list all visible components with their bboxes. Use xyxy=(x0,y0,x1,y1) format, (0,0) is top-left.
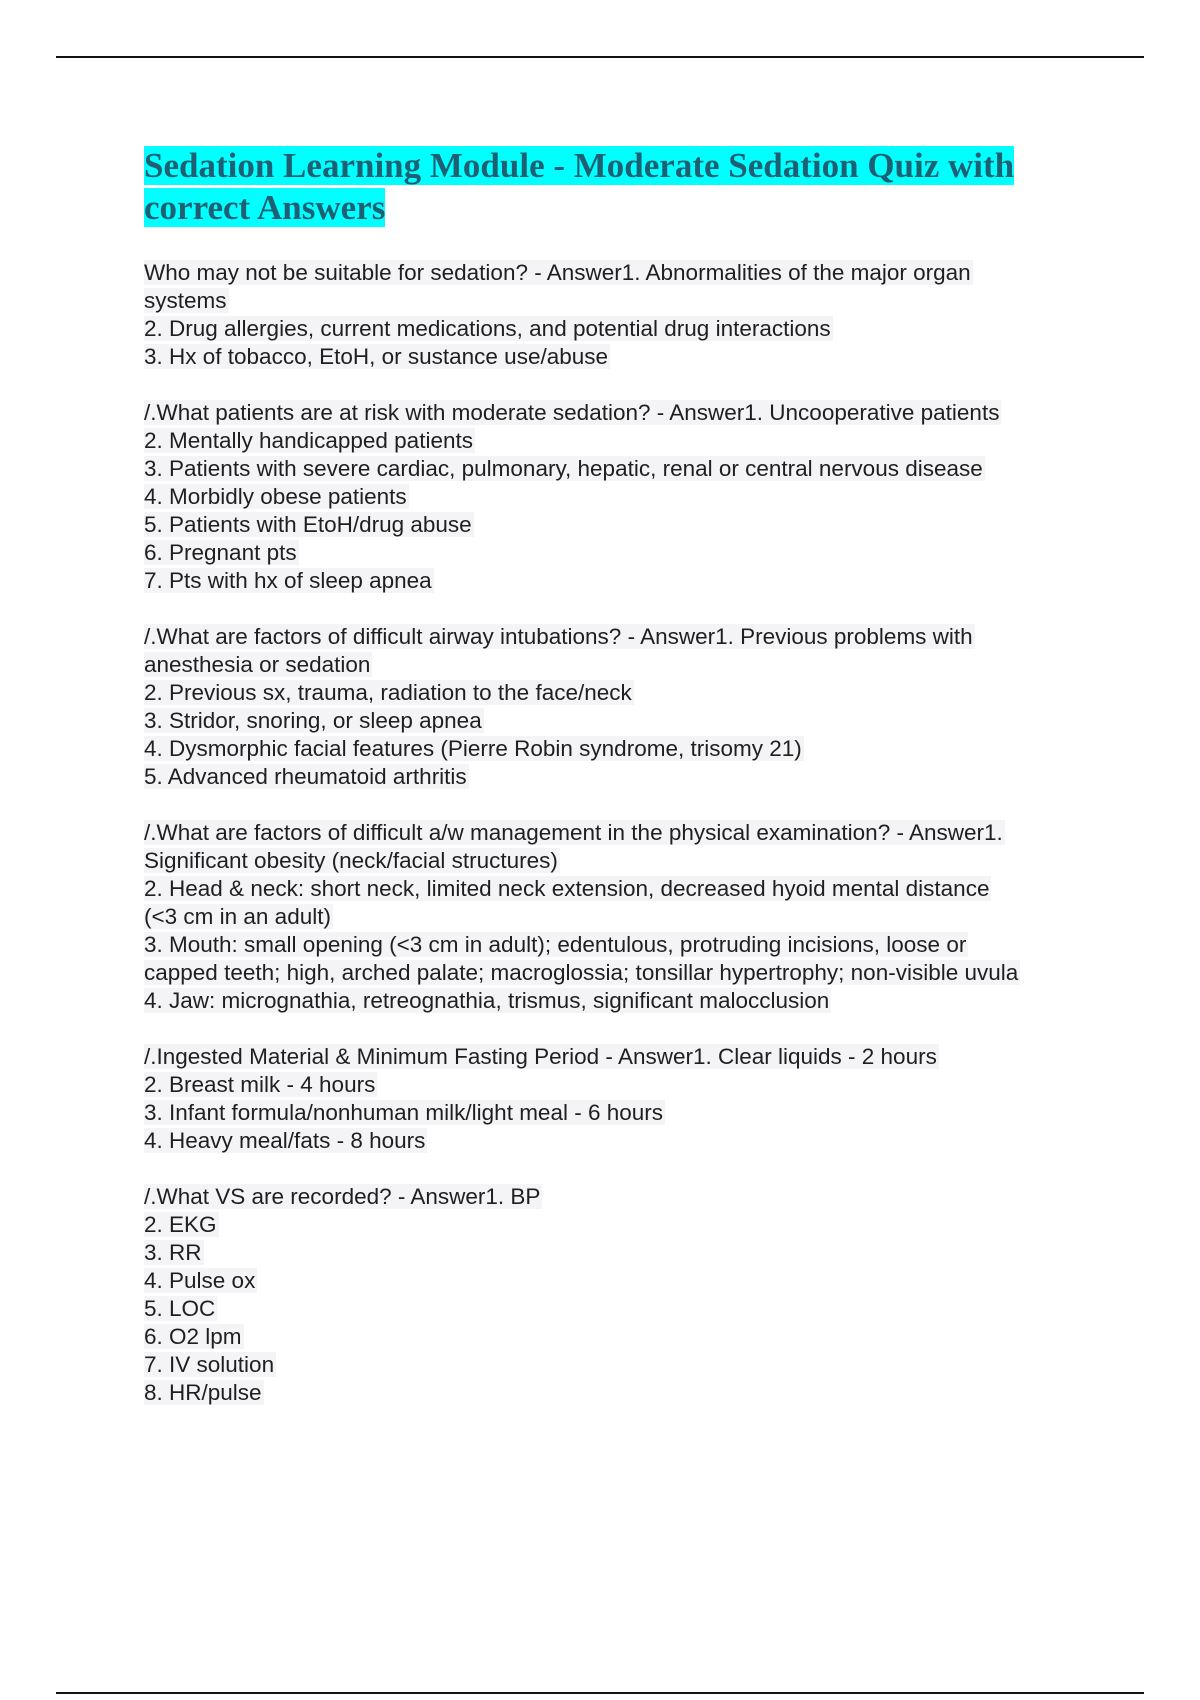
answer-line xyxy=(144,735,1094,763)
qa-block xyxy=(144,819,1094,1015)
line-text: anesthesia or sedation xyxy=(144,652,371,677)
answer-line xyxy=(144,903,1094,931)
line-text: 4. Heavy meal/fats - 8 hours xyxy=(144,1128,426,1153)
answer-line xyxy=(144,959,1094,987)
answer-line xyxy=(144,1295,1094,1323)
line-text: 4. Dysmorphic facial features (Pierre Robin syndrome, trisomy 21) xyxy=(144,736,802,761)
answer-line xyxy=(144,847,1094,875)
qa-sections xyxy=(144,259,1094,1407)
answer-line xyxy=(144,1239,1094,1267)
qa-block xyxy=(144,623,1094,791)
title-line-2: correct Answers xyxy=(144,188,386,227)
document-body xyxy=(144,145,1094,1435)
line-text: /.What VS are recorded? - Answer1. BP xyxy=(144,1184,541,1209)
answer-line xyxy=(144,679,1094,707)
line-text: capped teeth; high, arched palate; macroglossia; tonsillar hypertrophy; non-visible uvula xyxy=(144,960,1019,985)
top-divider xyxy=(56,56,1144,58)
answer-line xyxy=(144,315,1094,343)
line-text: 3. Infant formula/nonhuman milk/light meal - 6 hours xyxy=(144,1100,664,1125)
answer-line xyxy=(144,1127,1094,1155)
line-text: Significant obesity (neck/facial structures) xyxy=(144,848,558,873)
line-text: 2. Previous sx, trauma, radiation to the face/neck xyxy=(144,680,632,705)
qa-block xyxy=(144,1043,1094,1155)
line-text: (<3 cm in an adult) xyxy=(144,904,331,929)
document-title xyxy=(144,145,1094,229)
answer-line xyxy=(144,651,1094,679)
answer-line xyxy=(144,567,1094,595)
line-text: 4. Jaw: micrognathia, retreognathia, trismus, significant malocclusion xyxy=(144,988,830,1013)
qa-block xyxy=(144,259,1094,371)
line-text: 2. Head & neck: short neck, limited neck extension, decreased hyoid mental distance xyxy=(144,876,990,901)
answer-line xyxy=(144,1379,1094,1407)
question-line xyxy=(144,399,1094,427)
line-text: 5. Patients with EtoH/drug abuse xyxy=(144,512,472,537)
answer-line xyxy=(144,1071,1094,1099)
answer-line xyxy=(144,875,1094,903)
line-text: 3. Stridor, snoring, or sleep apnea xyxy=(144,708,482,733)
bottom-divider xyxy=(56,1692,1144,1694)
line-text: /.What are factors of difficult a/w management in the physical examination? - Answer1. xyxy=(144,820,1003,845)
line-text: 8. HR/pulse xyxy=(144,1380,262,1405)
answer-line xyxy=(144,1211,1094,1239)
answer-line xyxy=(144,763,1094,791)
line-text: 4. Pulse ox xyxy=(144,1268,256,1293)
question-line xyxy=(144,623,1094,651)
answer-line xyxy=(144,343,1094,371)
line-text: 6. Pregnant pts xyxy=(144,540,297,565)
question-line xyxy=(144,819,1094,847)
line-text: 2. EKG xyxy=(144,1212,217,1237)
line-text: systems xyxy=(144,288,227,313)
answer-line xyxy=(144,511,1094,539)
line-text: 3. Patients with severe cardiac, pulmonary, hepatic, renal or central nervous disease xyxy=(144,456,983,481)
answer-line xyxy=(144,455,1094,483)
line-text: 7. IV solution xyxy=(144,1352,275,1377)
question-line xyxy=(144,1043,1094,1071)
line-text: 5. Advanced rheumatoid arthritis xyxy=(144,764,467,789)
line-text: 2. Drug allergies, current medications, and potential drug interactions xyxy=(144,316,831,341)
line-text: 3. Hx of tobacco, EtoH, or sustance use/abuse xyxy=(144,344,609,369)
answer-line xyxy=(144,1323,1094,1351)
answer-line xyxy=(144,1267,1094,1295)
qa-block xyxy=(144,399,1094,595)
line-text: 3. RR xyxy=(144,1240,202,1265)
line-text: /.Ingested Material & Minimum Fasting Period - Answer1. Clear liquids - 2 hours xyxy=(144,1044,937,1069)
line-text: 6. O2 lpm xyxy=(144,1324,242,1349)
line-text: 2. Mentally handicapped patients xyxy=(144,428,473,453)
answer-line xyxy=(144,1351,1094,1379)
answer-line xyxy=(144,539,1094,567)
answer-line xyxy=(144,707,1094,735)
line-text: 7. Pts with hx of sleep apnea xyxy=(144,568,432,593)
answer-line xyxy=(144,427,1094,455)
line-text: /.What patients are at risk with moderate sedation? - Answer1. Uncooperative patients xyxy=(144,400,1000,425)
answer-line xyxy=(144,931,1094,959)
qa-block xyxy=(144,1183,1094,1407)
answer-line xyxy=(144,1099,1094,1127)
answer-line xyxy=(144,287,1094,315)
title-line-1: Sedation Learning Module - Moderate Sedation Quiz with xyxy=(144,146,1015,185)
question-line xyxy=(144,259,1094,287)
question-line xyxy=(144,1183,1094,1211)
answer-line xyxy=(144,483,1094,511)
answer-line xyxy=(144,987,1094,1015)
line-text: 4. Morbidly obese patients xyxy=(144,484,407,509)
line-text: Who may not be suitable for sedation? - Answer1. Abnormalities of the major organ xyxy=(144,260,971,285)
line-text: /.What are factors of difficult airway intubations? - Answer1. Previous problems with xyxy=(144,624,973,649)
line-text: 3. Mouth: small opening (<3 cm in adult); edentulous, protruding incisions, loose or xyxy=(144,932,967,957)
line-text: 2. Breast milk - 4 hours xyxy=(144,1072,376,1097)
line-text: 5. LOC xyxy=(144,1296,216,1321)
